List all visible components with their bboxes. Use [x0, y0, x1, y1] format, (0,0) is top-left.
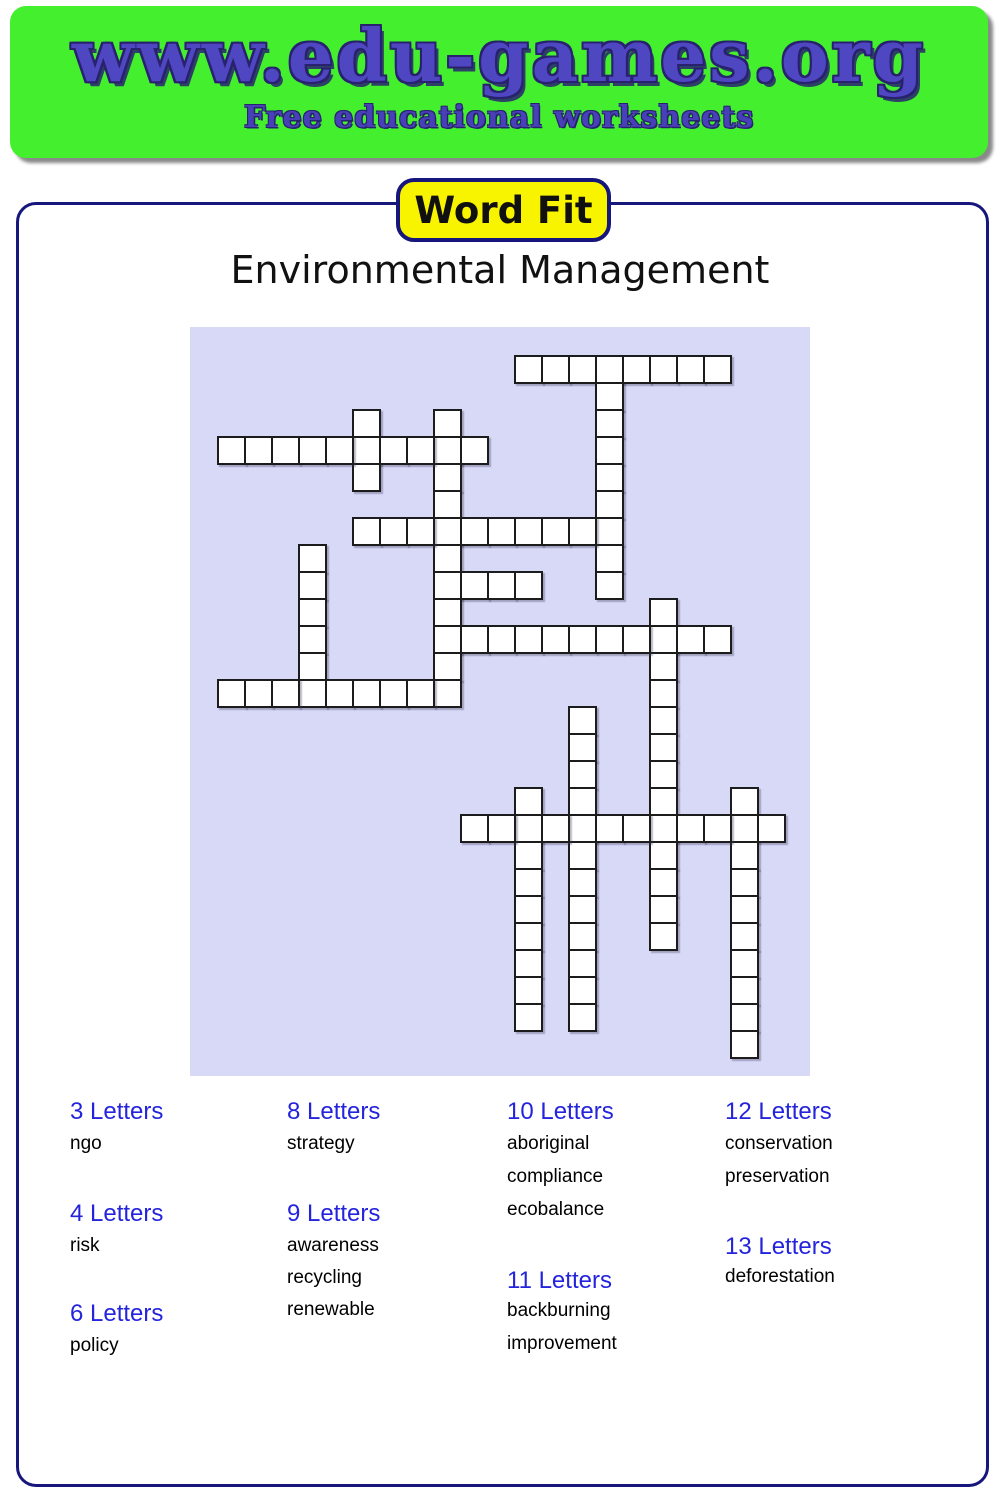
grid-cell [541, 355, 570, 384]
grid-cell [568, 625, 597, 654]
grid-cell [514, 841, 543, 870]
grid-cell [676, 814, 705, 843]
grid-cell [352, 436, 381, 465]
grid-cell [568, 706, 597, 735]
grid-cell [568, 814, 597, 843]
grid-cell [649, 841, 678, 870]
grid-cell [298, 652, 327, 681]
grid-cell [298, 625, 327, 654]
grid-cell [568, 787, 597, 816]
word-group-header: 9 Letters [287, 1200, 381, 1227]
grid-cell [568, 517, 597, 546]
grid-cell [541, 814, 570, 843]
grid-cell [730, 949, 759, 978]
grid-cell [595, 625, 624, 654]
grid-cell [325, 679, 354, 708]
word-group-header: 6 Letters [70, 1300, 164, 1327]
grid-cell [541, 625, 570, 654]
grid-cell [352, 463, 381, 492]
grid-cell [649, 598, 678, 627]
grid-cell [514, 571, 543, 600]
grid-cell [676, 625, 705, 654]
grid-cell [595, 409, 624, 438]
word-group-header: 10 Letters [507, 1098, 614, 1125]
grid-cell [649, 787, 678, 816]
grid-cell [730, 895, 759, 924]
grid-cell [514, 976, 543, 1005]
grid-cell [649, 760, 678, 789]
grid-cell [568, 868, 597, 897]
grid-cell [595, 490, 624, 519]
grid-cell [514, 787, 543, 816]
grid-cell [595, 517, 624, 546]
grid-cell [595, 814, 624, 843]
grid-cell [433, 544, 462, 573]
grid-cell [298, 436, 327, 465]
grid-cell [730, 868, 759, 897]
word-list-item: deforestation [725, 1266, 835, 1287]
grid-cell [298, 571, 327, 600]
grid-cell [541, 517, 570, 546]
word-list-item: backburning [507, 1300, 611, 1321]
grid-cell [298, 598, 327, 627]
grid-cell [433, 490, 462, 519]
grid-cell [460, 436, 489, 465]
grid-cell [433, 679, 462, 708]
grid-cell [595, 571, 624, 600]
grid-cell [622, 814, 651, 843]
grid-cell [379, 517, 408, 546]
grid-cell [649, 814, 678, 843]
word-list-item: policy [70, 1335, 119, 1356]
grid-cell [514, 868, 543, 897]
grid-cell [487, 814, 516, 843]
word-list-item: recycling [287, 1267, 362, 1288]
grid-cell [460, 814, 489, 843]
grid-cell [649, 652, 678, 681]
grid-cell [379, 679, 408, 708]
grid-cell [244, 679, 273, 708]
grid-cell [676, 355, 705, 384]
grid-cell [487, 625, 516, 654]
grid-cell [568, 949, 597, 978]
grid-cell [568, 1003, 597, 1032]
grid-cell [703, 355, 732, 384]
grid-cell [649, 706, 678, 735]
word-list-item: ecobalance [507, 1199, 605, 1220]
grid-cell [595, 382, 624, 411]
grid-cell [568, 355, 597, 384]
grid-cell [568, 733, 597, 762]
grid-cell [568, 976, 597, 1005]
grid-cell [352, 517, 381, 546]
word-group-header: 8 Letters [287, 1098, 381, 1125]
word-list-item: improvement [507, 1333, 617, 1354]
grid-cell [595, 544, 624, 573]
grid-cell [298, 544, 327, 573]
word-group-header: 4 Letters [70, 1200, 164, 1227]
grid-cell [649, 733, 678, 762]
grid-cell [757, 814, 786, 843]
grid-cell [730, 814, 759, 843]
word-list-item: compliance [507, 1166, 604, 1187]
grid-cell [325, 436, 354, 465]
grid-cell [514, 355, 543, 384]
grid-cell [514, 895, 543, 924]
grid-cell [514, 949, 543, 978]
grid-cell [352, 679, 381, 708]
grid-cell [217, 679, 246, 708]
grid-cell [595, 355, 624, 384]
grid-cell [568, 922, 597, 951]
grid-cell [568, 841, 597, 870]
grid-cell [514, 517, 543, 546]
grid-cell [622, 625, 651, 654]
grid-cell [568, 760, 597, 789]
grid-cell [433, 517, 462, 546]
grid-cell [487, 571, 516, 600]
grid-cell [244, 436, 273, 465]
grid-cell [514, 625, 543, 654]
grid-cell [568, 895, 597, 924]
word-list-item: renewable [287, 1299, 375, 1320]
grid-cell [730, 841, 759, 870]
grid-cell [460, 571, 489, 600]
site-title: www.edu-games.org [71, 13, 927, 98]
site-banner [10, 6, 988, 158]
grid-cell [730, 1030, 759, 1059]
grid-cell [460, 517, 489, 546]
grid-cell [271, 436, 300, 465]
grid-cell [649, 895, 678, 924]
grid-cell [433, 436, 462, 465]
grid-cell [595, 463, 624, 492]
grid-cell [730, 976, 759, 1005]
grid-cell [433, 463, 462, 492]
grid-cell [649, 355, 678, 384]
grid-cell [406, 517, 435, 546]
word-group-header: 3 Letters [70, 1098, 164, 1125]
grid-cell [703, 814, 732, 843]
grid-cell [379, 436, 408, 465]
word-group-header: 11 Letters [507, 1267, 612, 1294]
grid-cell [406, 679, 435, 708]
grid-cell [514, 922, 543, 951]
grid-cell [649, 679, 678, 708]
grid-cell [514, 1003, 543, 1032]
grid-cell [460, 625, 489, 654]
puzzle-grid [190, 327, 810, 1076]
grid-cell [622, 355, 651, 384]
word-list-item: risk [70, 1235, 100, 1256]
site-tagline: Free educational worksheets [243, 100, 755, 135]
grid-cell [406, 436, 435, 465]
grid-cell [433, 625, 462, 654]
word-list-item: strategy [287, 1133, 355, 1154]
grid-cell [433, 409, 462, 438]
word-list-item: ngo [70, 1133, 102, 1154]
grid-cell [703, 625, 732, 654]
word-list-item: conservation [725, 1133, 833, 1154]
grid-cell [271, 679, 300, 708]
grid-cell [730, 787, 759, 816]
grid-cell [298, 679, 327, 708]
word-list-item: aboriginal [507, 1133, 590, 1154]
word-group-header: 12 Letters [725, 1098, 832, 1125]
word-list-item: preservation [725, 1166, 830, 1187]
grid-cell [730, 1003, 759, 1032]
word-fit-badge: Word Fit [396, 178, 611, 242]
grid-cell [514, 814, 543, 843]
grid-cell [433, 571, 462, 600]
grid-cell [649, 625, 678, 654]
grid-cell [595, 436, 624, 465]
grid-cell [649, 868, 678, 897]
word-list-item: awareness [287, 1235, 379, 1256]
grid-cell [352, 409, 381, 438]
grid-cell [487, 517, 516, 546]
grid-cell [649, 922, 678, 951]
puzzle-title: Environmental Management [230, 248, 770, 292]
word-group-header: 13 Letters [725, 1233, 832, 1260]
grid-cell [433, 652, 462, 681]
grid-cell [217, 436, 246, 465]
grid-cell [730, 922, 759, 951]
grid-cell [433, 598, 462, 627]
